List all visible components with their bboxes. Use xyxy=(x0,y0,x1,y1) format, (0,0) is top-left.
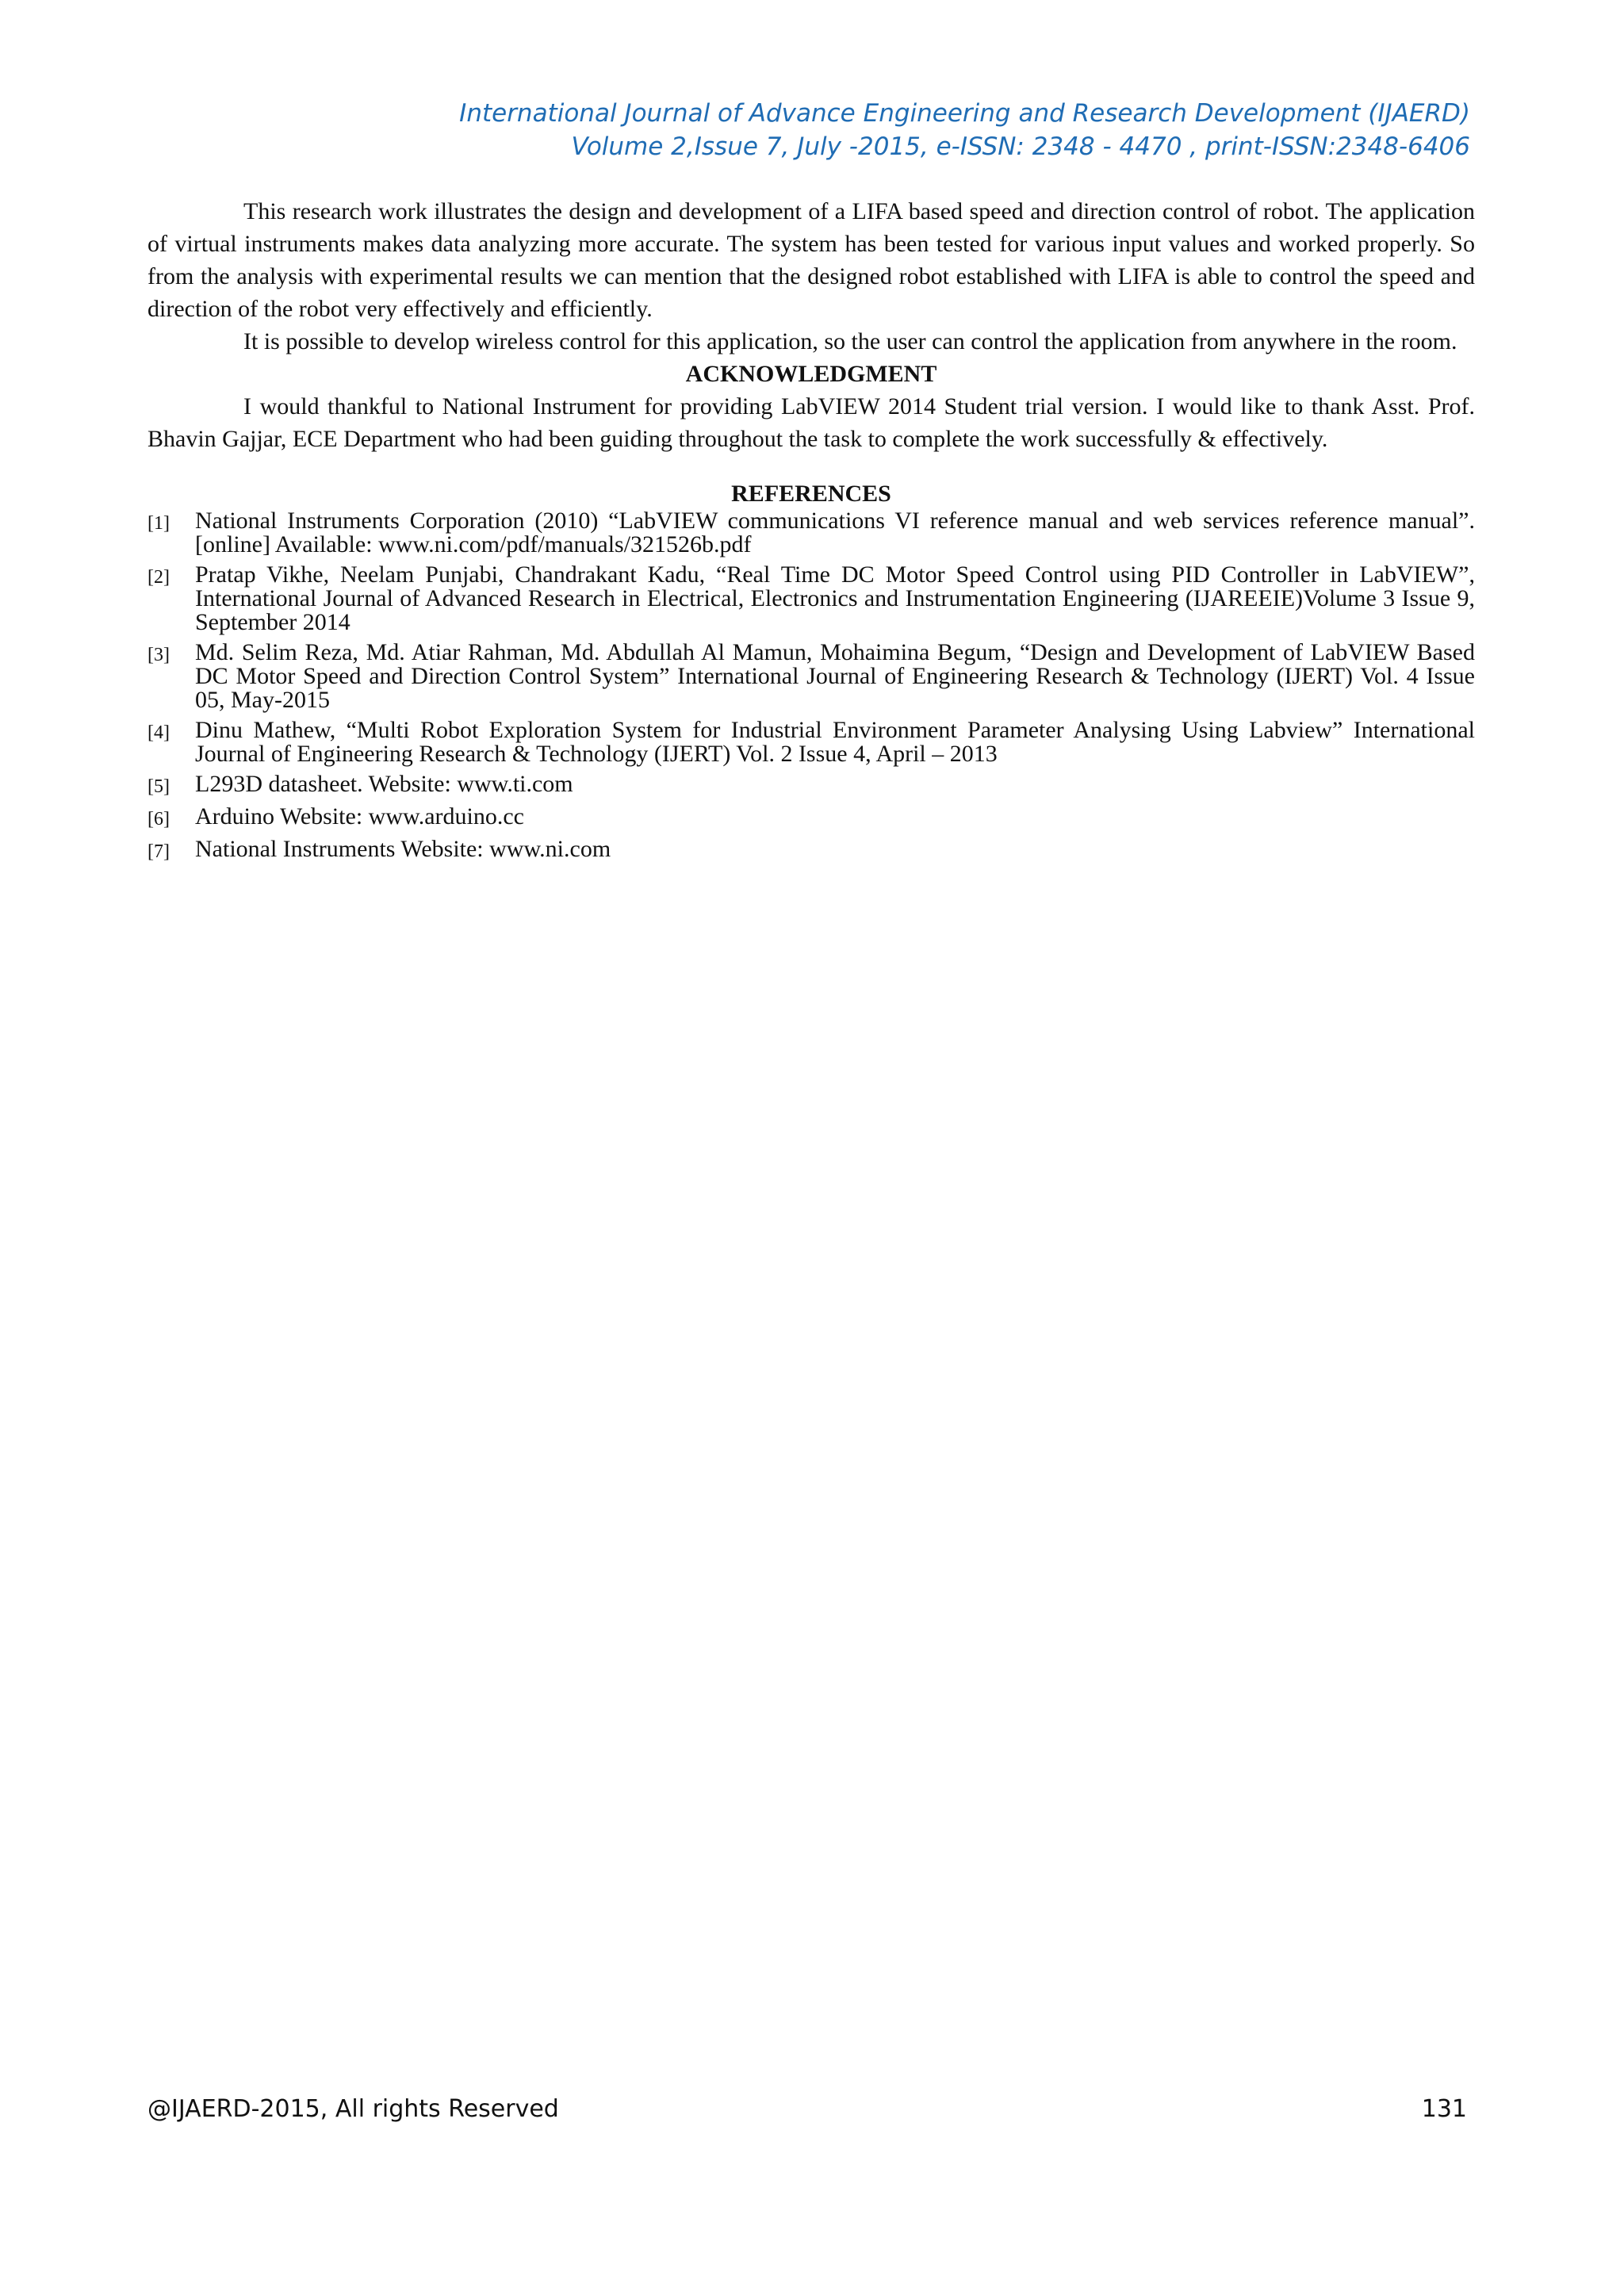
reference-text: L293D datasheet. Website: www.ti.com xyxy=(195,771,573,797)
reference-item xyxy=(147,805,1475,831)
references-heading: REFERENCES xyxy=(731,481,891,507)
reference-list xyxy=(147,509,1475,864)
reference-text: National Instruments Website: www.ni.com xyxy=(195,836,611,862)
reference-number: [2] xyxy=(147,567,170,588)
reference-item xyxy=(147,837,1475,864)
reference-text: Md. Selim Reza, Md. Atiar Rahman, Md. Abdullah Al Mamun, Mohaimina Begum, “Design and Development of LabVIEW Based DC Motor Speed and Direction Control System” International Journal of Engineering Research & Technology (IJERT) Vol. 4 Issue 05, May-2015 xyxy=(195,639,1475,713)
reference-number: [3] xyxy=(147,645,170,665)
journal-issue-info: Volume 2,Issue 7, July -2015, e-ISSN: 2348 - 4470 , print-ISSN:2348-6406 xyxy=(571,132,1470,161)
conclusion-paragraph-1: This research work illustrates the design and development of a LIFA based speed and direction control of robot. The application of virtual instruments makes data analyzing more accurate. The system has been tested for various input values and worked properly. So from the analysis with experimental results we can mention that the designed robot established with LIFA is able to control the speed and direction of the robot very effectively and efficiently. xyxy=(147,198,1475,322)
journal-title: International Journal of Advance Engineering and Research Development (IJAERD) xyxy=(459,99,1470,128)
reference-text: Arduino Website: www.arduino.cc xyxy=(195,803,524,829)
reference-item xyxy=(147,772,1475,799)
reference-number: [7] xyxy=(147,841,170,862)
copyright-notice: @IJAERD-2015, All rights Reserved xyxy=(147,2095,559,2123)
reference-item xyxy=(147,563,1475,634)
reference-item xyxy=(147,509,1475,557)
page-footer xyxy=(147,2094,1467,2125)
page-number: 131 xyxy=(1421,2095,1467,2123)
reference-item xyxy=(147,718,1475,766)
reference-item xyxy=(147,641,1475,712)
reference-number: [4] xyxy=(147,722,170,743)
conclusion-paragraph-2: It is possible to develop wireless control for this application, so the user can control the application from anywhere in the room. xyxy=(243,328,1457,354)
reference-text: Dinu Mathew, “Multi Robot Exploration System for Industrial Environment Parameter Analysing Using Labview” International Journal of Engineering Research & Technology (IJERT) Vol. 2 Issue 4, April – 2013 xyxy=(195,717,1475,767)
journal-header xyxy=(459,97,1470,163)
reference-number: [1] xyxy=(147,513,170,534)
acknowledgment-paragraph: I would thankful to National Instrument for providing LabVIEW 2014 Student trial version. I would like to thank Asst. Prof. Bhavin Gajjar, ECE Department who had been guiding throughout the task to complete the work successfully & effectively. xyxy=(147,393,1475,452)
reference-text: National Instruments Corporation (2010) “LabVIEW communications VI reference manual and web services reference manual”. [online] Available: www.ni.com/pdf/manuals/321526b.pdf xyxy=(195,508,1475,557)
reference-text: Pratap Vikhe, Neelam Punjabi, Chandrakant Kadu, “Real Time DC Motor Speed Control using PID Controller in LabVIEW”, International Journal of Advanced Research in Electrical, Electronics and Instrumentation Engineering (IJAREEIE)Volume 3 Issue 9, September 2014 xyxy=(195,561,1475,635)
page-body xyxy=(147,195,1475,870)
acknowledgment-heading: ACKNOWLEDGMENT xyxy=(685,361,937,387)
reference-number: [5] xyxy=(147,776,170,797)
reference-number: [6] xyxy=(147,809,170,829)
